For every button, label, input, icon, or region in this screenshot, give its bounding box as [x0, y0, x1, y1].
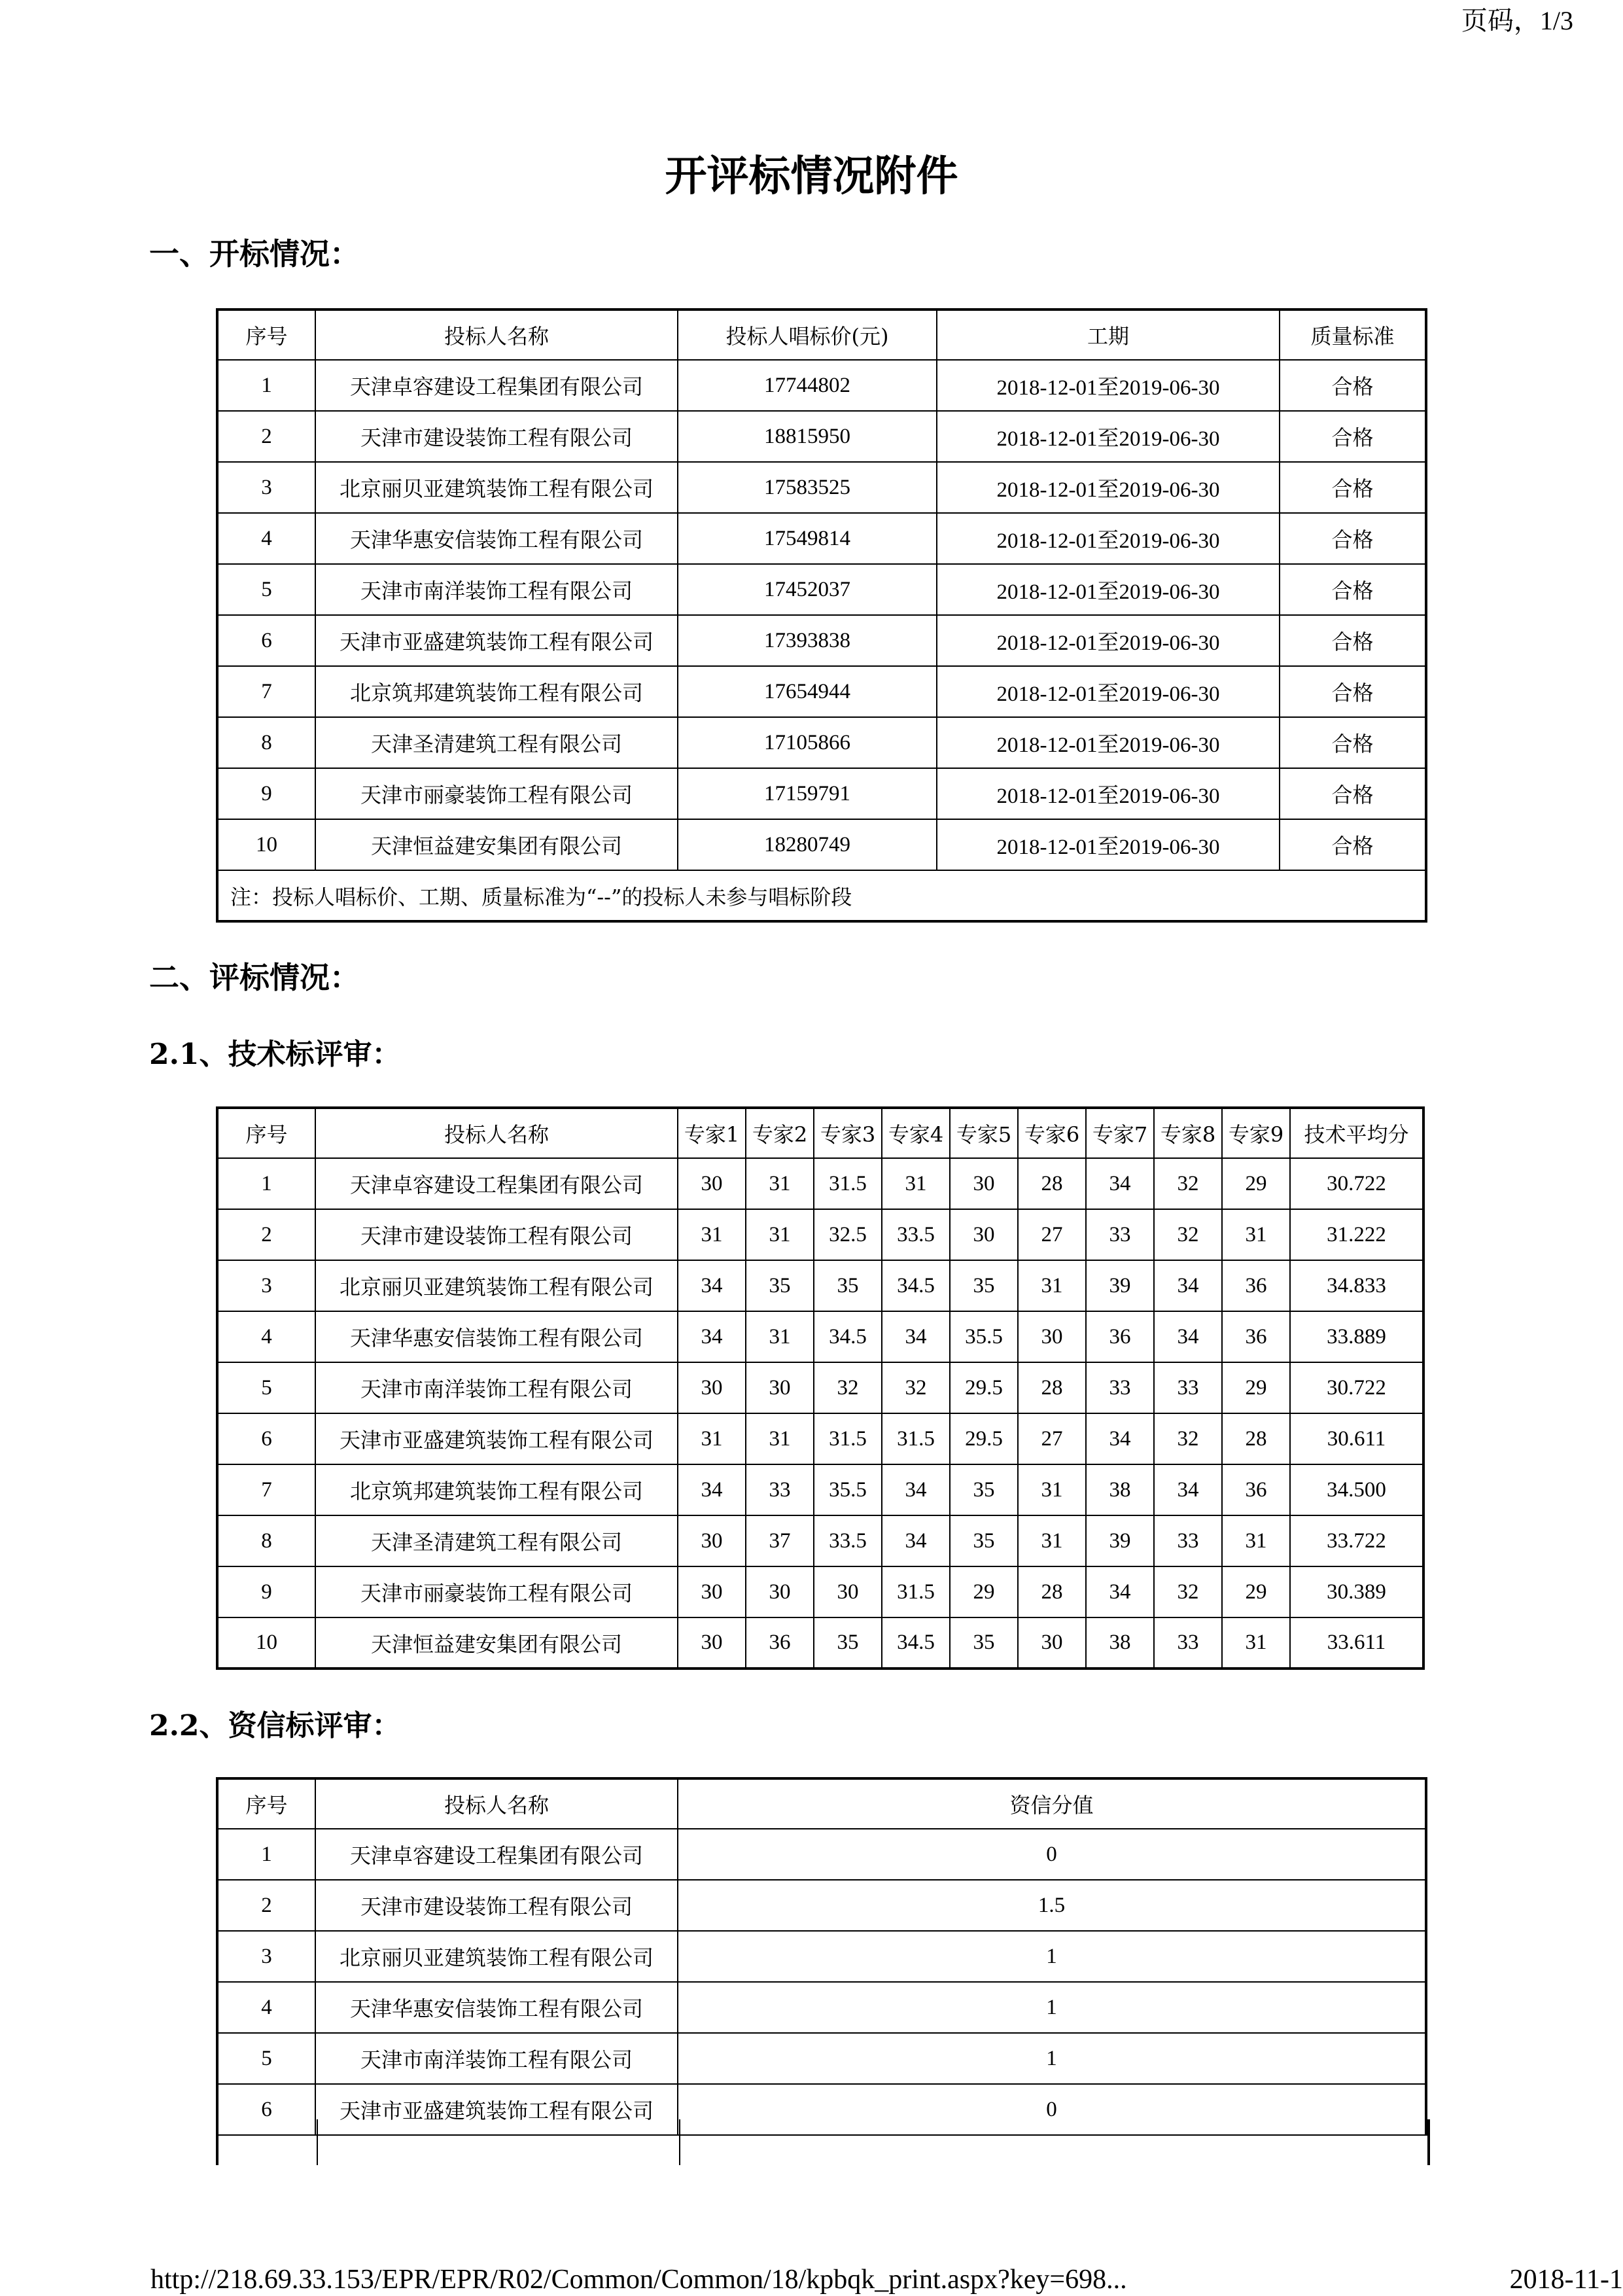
table-cell: 31: [678, 1413, 746, 1464]
table-cell: 36: [1222, 1464, 1290, 1515]
column-header: 投标人名称: [315, 1108, 678, 1158]
credit-review-table: [216, 1777, 1427, 2136]
table-cell: 27: [1018, 1209, 1086, 1260]
table-cell: 0: [678, 2084, 1426, 2135]
footer-date: 2018-11-1: [1509, 2265, 1623, 2295]
table-cell: 36: [1222, 1260, 1290, 1311]
table-row: [217, 1209, 1423, 1260]
table-cell: 33: [1154, 1362, 1222, 1413]
table-cell: 10: [217, 819, 315, 870]
table-cell: 合格: [1280, 615, 1426, 666]
table-cell: 3: [217, 462, 315, 513]
table-cell: 0: [678, 1829, 1426, 1880]
table-cell: 34.500: [1290, 1464, 1423, 1515]
table-cell: 天津市丽豪装饰工程有限公司: [315, 1566, 678, 1617]
table-cell: 8: [217, 1515, 315, 1566]
table-row: [217, 1931, 1426, 1982]
table-cell: 4: [217, 513, 315, 564]
table-cell: 天津市亚盛建筑装饰工程有限公司: [315, 2084, 678, 2135]
table-cell: 32: [882, 1362, 950, 1413]
table-cell: 北京丽贝亚建筑装饰工程有限公司: [315, 1260, 678, 1311]
table-cell: 28: [1018, 1158, 1086, 1209]
table-cell: 5: [217, 564, 315, 615]
table-cell: 38: [1086, 1617, 1154, 1669]
table-row: [217, 819, 1426, 870]
table-cell: 32: [1154, 1209, 1222, 1260]
table-cell: 合格: [1280, 462, 1426, 513]
table-cell: 33.889: [1290, 1311, 1423, 1362]
table-cell: 天津华惠安信装饰工程有限公司: [315, 1311, 678, 1362]
table-header-row: [217, 1778, 1426, 1829]
table-cell: 1: [678, 1982, 1426, 2033]
table-cell: 1: [678, 2033, 1426, 2084]
table-cell: 北京丽贝亚建筑装饰工程有限公司: [315, 462, 678, 513]
table-cell: 合格: [1280, 819, 1426, 870]
table-cell: 6: [217, 2084, 315, 2135]
table-cell: 35.5: [950, 1311, 1018, 1362]
table-cell: 29: [1222, 1158, 1290, 1209]
table-cell: 34.833: [1290, 1260, 1423, 1311]
table-cell: 35: [814, 1617, 882, 1669]
table-cell: 1: [678, 1931, 1426, 1982]
table-cell: 天津市建设装饰工程有限公司: [315, 1880, 678, 1931]
column-header: 序号: [217, 309, 315, 360]
table-cell: 28: [1018, 1362, 1086, 1413]
table-cell: 30: [678, 1515, 746, 1566]
table-cell: 34: [1086, 1566, 1154, 1617]
table-cell: 38: [1086, 1464, 1154, 1515]
table-row: [217, 1829, 1426, 1880]
technical-review-heading: 2.1、技术标评审：: [149, 1038, 401, 1071]
table-cell: 天津卓容建设工程集团有限公司: [315, 360, 678, 411]
table-cell: 31: [678, 1209, 746, 1260]
table-cell: 天津市南洋装饰工程有限公司: [315, 564, 678, 615]
table-cell: 天津华惠安信装饰工程有限公司: [315, 1982, 678, 2033]
table-cell: 30: [814, 1566, 882, 1617]
table-cell: 30: [678, 1566, 746, 1617]
table-cell: 32: [1154, 1566, 1222, 1617]
table-cell: 30: [746, 1566, 814, 1617]
table-row: [217, 1260, 1423, 1311]
table-cell: 32.5: [814, 1209, 882, 1260]
table-header-row: [217, 1108, 1423, 1158]
table-cell: 34: [678, 1260, 746, 1311]
column-header: 专家3: [814, 1108, 882, 1158]
table-cell: 天津华惠安信装饰工程有限公司: [315, 513, 678, 564]
table-cell: 29: [950, 1566, 1018, 1617]
column-header: 技术平均分: [1290, 1108, 1423, 1158]
table-cell: 天津恒益建安集团有限公司: [315, 1617, 678, 1669]
table-cell: 32: [1154, 1413, 1222, 1464]
table-cell: 31: [1018, 1464, 1086, 1515]
table-cell: 1: [217, 1829, 315, 1880]
table-cell: 33: [1154, 1515, 1222, 1566]
column-header: 专家5: [950, 1108, 1018, 1158]
table-cell: 天津恒益建安集团有限公司: [315, 819, 678, 870]
table-cell: 30: [746, 1362, 814, 1413]
table-row: [217, 1362, 1423, 1413]
table-cell: 9: [217, 1566, 315, 1617]
table-cell: 36: [1086, 1311, 1154, 1362]
table-cell: 17159791: [678, 768, 937, 819]
table-cell: 17583525: [678, 462, 937, 513]
technical-review-table: [216, 1106, 1425, 1670]
table-cell: 37: [746, 1515, 814, 1566]
table-cell: 35.5: [814, 1464, 882, 1515]
table-cell: 2018-12-01至2019-06-30: [937, 462, 1280, 513]
table-cell: 34: [1086, 1158, 1154, 1209]
table-cell: 北京筑邦建筑装饰工程有限公司: [315, 1464, 678, 1515]
column-header: 专家7: [1086, 1108, 1154, 1158]
table-row: [217, 1464, 1423, 1515]
table-cell: 31.5: [882, 1413, 950, 1464]
table-cell: 2: [217, 411, 315, 462]
table-row: [217, 462, 1426, 513]
table-cell: 34: [1154, 1311, 1222, 1362]
table-cell: 28: [1222, 1413, 1290, 1464]
table-cell: 39: [1086, 1260, 1154, 1311]
table-cell: 31: [746, 1209, 814, 1260]
table-cell: 31: [1018, 1515, 1086, 1566]
section-bid-opening-heading: 一、开标情况：: [149, 236, 360, 272]
table-cell: 31.222: [1290, 1209, 1423, 1260]
table-cell: 29.5: [950, 1362, 1018, 1413]
table-cell: 2018-12-01至2019-06-30: [937, 513, 1280, 564]
table-cell: 2018-12-01至2019-06-30: [937, 819, 1280, 870]
table-cell: 34: [1154, 1464, 1222, 1515]
table-cell: 35: [950, 1464, 1018, 1515]
column-header: 专家6: [1018, 1108, 1086, 1158]
table-cell: 2: [217, 1880, 315, 1931]
table-cell: 天津卓容建设工程集团有限公司: [315, 1829, 678, 1880]
table-cell: 天津市建设装饰工程有限公司: [315, 411, 678, 462]
table-cell: 2018-12-01至2019-06-30: [937, 564, 1280, 615]
column-header: 资信分值: [678, 1778, 1426, 1829]
table-cell: 34: [678, 1311, 746, 1362]
table-cell: 5: [217, 1362, 315, 1413]
table-row: [217, 1617, 1423, 1669]
table-cell: 30: [678, 1158, 746, 1209]
table-cell: 2018-12-01至2019-06-30: [937, 360, 1280, 411]
table-cell: 31.5: [814, 1158, 882, 1209]
table-cell: 30: [1018, 1311, 1086, 1362]
table-cell: 3: [217, 1260, 315, 1311]
table-cell: 34: [882, 1515, 950, 1566]
table-note-row: [217, 870, 1426, 921]
table-cell: 29.5: [950, 1413, 1018, 1464]
table-cell: 28: [1018, 1566, 1086, 1617]
table-cell: 1.5: [678, 1880, 1426, 1931]
table-cell: 34: [1154, 1260, 1222, 1311]
table-cell: 合格: [1280, 564, 1426, 615]
column-header: 专家4: [882, 1108, 950, 1158]
table-cell: 天津圣清建筑工程有限公司: [315, 1515, 678, 1566]
table-cell: 北京丽贝亚建筑装饰工程有限公司: [315, 1931, 678, 1982]
column-header: 质量标准: [1280, 309, 1426, 360]
table-cell: 31: [1222, 1617, 1290, 1669]
page-title: 开评标情况附件: [665, 152, 958, 201]
table-continuation: [216, 2119, 1430, 2165]
bid-opening-table: [216, 308, 1427, 923]
table-cell: 30: [678, 1362, 746, 1413]
table-cell: 合格: [1280, 666, 1426, 717]
table-cell: 34.5: [882, 1260, 950, 1311]
table-cell: 34: [882, 1311, 950, 1362]
column-header: 序号: [217, 1108, 315, 1158]
column-header: 专家8: [1154, 1108, 1222, 1158]
table-row: [217, 615, 1426, 666]
table-row: [217, 2033, 1426, 2084]
table-cell: 33.5: [814, 1515, 882, 1566]
table-cell: 31.5: [882, 1566, 950, 1617]
table-cell: 31: [1018, 1260, 1086, 1311]
table-cell: 18280749: [678, 819, 937, 870]
column-header: 专家9: [1222, 1108, 1290, 1158]
table-cell: 36: [746, 1617, 814, 1669]
footer-url: http://218.69.33.153/EPR/EPR/R02/Common/Common/18/kpbqk_print.aspx?key=698...: [150, 2265, 1127, 2295]
table-cell: 9: [217, 768, 315, 819]
table-cell: 天津圣清建筑工程有限公司: [315, 717, 678, 768]
table-cell: 17654944: [678, 666, 937, 717]
table-cell: 30.389: [1290, 1566, 1423, 1617]
table-cell: 33: [746, 1464, 814, 1515]
table-cell: 29: [1222, 1566, 1290, 1617]
table-note: 注：投标人唱标价、工期、质量标准为“--”的投标人未参与唱标阶段: [217, 870, 1426, 921]
table-cell: 32: [1154, 1158, 1222, 1209]
table-cell: 35: [746, 1260, 814, 1311]
table-cell: 34: [1086, 1413, 1154, 1464]
table-cell: 34: [678, 1464, 746, 1515]
table-cell: 天津市亚盛建筑装饰工程有限公司: [315, 1413, 678, 1464]
table-cell: 3: [217, 1931, 315, 1982]
table-cell: 2018-12-01至2019-06-30: [937, 666, 1280, 717]
table-cell: 30: [950, 1158, 1018, 1209]
table-cell: 34: [882, 1464, 950, 1515]
table-cell: 31: [746, 1311, 814, 1362]
table-row: [217, 1566, 1423, 1617]
table-cell: 27: [1018, 1413, 1086, 1464]
table-row: [217, 1982, 1426, 2033]
table-cell: 北京筑邦建筑装饰工程有限公司: [315, 666, 678, 717]
table-cell: 17744802: [678, 360, 937, 411]
table-cell: 17393838: [678, 615, 937, 666]
table-row: [217, 768, 1426, 819]
table-header-row: [217, 309, 1426, 360]
credit-review-heading: 2.2、资信标评审：: [149, 1709, 401, 1742]
column-header: 序号: [217, 1778, 315, 1829]
table-cell: 33: [1154, 1617, 1222, 1669]
table-cell: 合格: [1280, 717, 1426, 768]
table-row: [217, 564, 1426, 615]
table-cell: 合格: [1280, 513, 1426, 564]
column-header: 专家1: [678, 1108, 746, 1158]
table-cell: 天津市建设装饰工程有限公司: [315, 1209, 678, 1260]
table-cell: 天津市南洋装饰工程有限公司: [315, 1362, 678, 1413]
table-cell: 1: [217, 1158, 315, 1209]
table-cell: 31: [1222, 1515, 1290, 1566]
table-cell: 34.5: [882, 1617, 950, 1669]
table-cell: 7: [217, 666, 315, 717]
table-row: [217, 1311, 1423, 1362]
table-cell: 17549814: [678, 513, 937, 564]
table-cell: 35: [950, 1260, 1018, 1311]
table-cell: 33: [1086, 1362, 1154, 1413]
table-cell: 30.722: [1290, 1362, 1423, 1413]
table-cell: 天津卓容建设工程集团有限公司: [315, 1158, 678, 1209]
table-cell: 合格: [1280, 411, 1426, 462]
table-cell: 30.611: [1290, 1413, 1423, 1464]
table-cell: 31: [1222, 1209, 1290, 1260]
column-header: 投标人名称: [315, 1778, 678, 1829]
column-header: 工期: [937, 309, 1280, 360]
table-row: [217, 717, 1426, 768]
table-cell: 合格: [1280, 360, 1426, 411]
table-cell: 30: [1018, 1617, 1086, 1669]
table-row: [217, 666, 1426, 717]
table-cell: 合格: [1280, 768, 1426, 819]
table-cell: 4: [217, 1311, 315, 1362]
table-cell: 6: [217, 615, 315, 666]
table-cell: 30: [678, 1617, 746, 1669]
table-row: [217, 1515, 1423, 1566]
table-cell: 10: [217, 1617, 315, 1669]
table-row: [217, 513, 1426, 564]
table-cell: 天津市丽豪装饰工程有限公司: [315, 768, 678, 819]
table-cell: 2018-12-01至2019-06-30: [937, 615, 1280, 666]
table-row: [217, 1880, 1426, 1931]
table-row: [217, 411, 1426, 462]
table-cell: 2018-12-01至2019-06-30: [937, 717, 1280, 768]
table-cell: 2: [217, 1209, 315, 1260]
table-cell: 36: [1222, 1311, 1290, 1362]
table-cell: 39: [1086, 1515, 1154, 1566]
table-cell: 33.5: [882, 1209, 950, 1260]
page-number: 页码，1/3: [1461, 6, 1573, 35]
table-cell: 2018-12-01至2019-06-30: [937, 411, 1280, 462]
table-cell: 31: [882, 1158, 950, 1209]
table-cell: 17452037: [678, 564, 937, 615]
column-header: 投标人名称: [315, 309, 678, 360]
table-cell: 17105866: [678, 717, 937, 768]
table-cell: 35: [950, 1617, 1018, 1669]
table-cell: 30.722: [1290, 1158, 1423, 1209]
section-evaluation-heading: 二、评标情况：: [149, 960, 360, 995]
table-cell: 7: [217, 1464, 315, 1515]
table-cell: 4: [217, 1982, 315, 2033]
table-cell: 天津市亚盛建筑装饰工程有限公司: [315, 615, 678, 666]
table-cell: 2018-12-01至2019-06-30: [937, 768, 1280, 819]
table-cell: 33: [1086, 1209, 1154, 1260]
table-cell: 31: [746, 1158, 814, 1209]
table-cell: 31.5: [814, 1413, 882, 1464]
column-header: 专家2: [746, 1108, 814, 1158]
table-cell: 天津市南洋装饰工程有限公司: [315, 2033, 678, 2084]
table-row: [217, 1413, 1423, 1464]
table-row: [217, 360, 1426, 411]
table-cell: 35: [950, 1515, 1018, 1566]
table-cell: 8: [217, 717, 315, 768]
table-cell: 5: [217, 2033, 315, 2084]
table-cell: 34.5: [814, 1311, 882, 1362]
table-cell: 6: [217, 1413, 315, 1464]
table-cell: 33.611: [1290, 1617, 1423, 1669]
column-header: 投标人唱标价(元): [678, 309, 937, 360]
table-cell: 29: [1222, 1362, 1290, 1413]
table-cell: 30: [950, 1209, 1018, 1260]
table-row: [217, 1158, 1423, 1209]
table-cell: 1: [217, 360, 315, 411]
table-cell: 31: [746, 1413, 814, 1464]
table-cell: 35: [814, 1260, 882, 1311]
table-cell: 18815950: [678, 411, 937, 462]
table-cell: 32: [814, 1362, 882, 1413]
table-cell: 33.722: [1290, 1515, 1423, 1566]
